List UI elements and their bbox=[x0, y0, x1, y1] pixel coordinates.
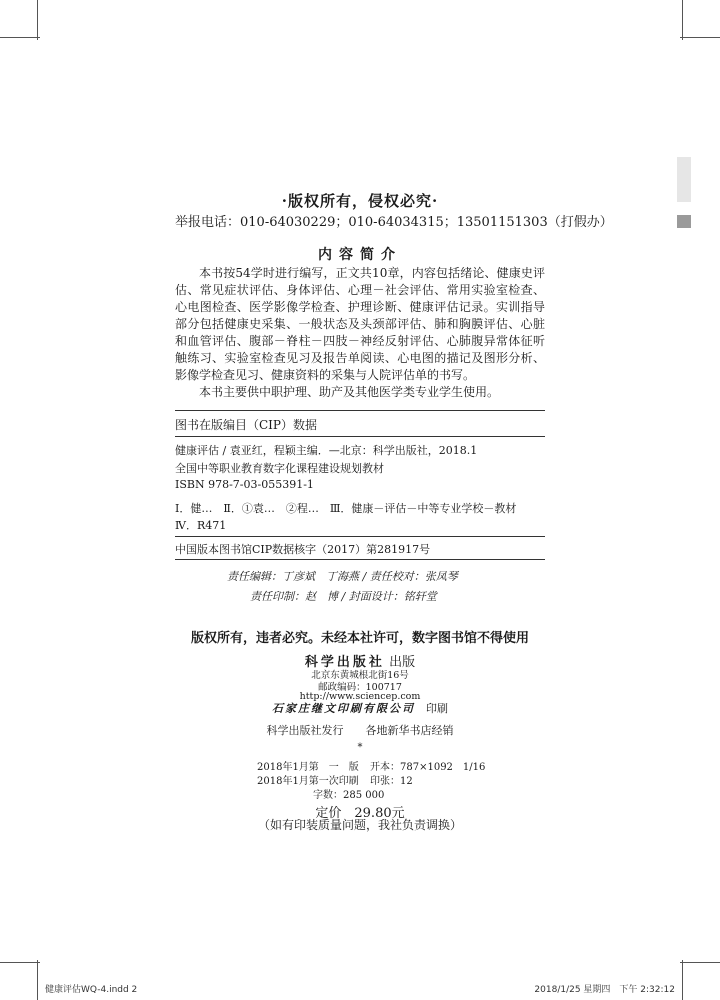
printer-name: 石家庄继文印刷有限公司 bbox=[272, 702, 415, 715]
crop-mark bbox=[37, 0, 38, 40]
publisher-postcode: 邮政编码：100717 bbox=[318, 682, 402, 693]
cip-line: 健康评估 / 袁亚红，程颖主编．—北京：科学出版社，2018.1 bbox=[175, 444, 478, 457]
summary-paragraph: 本书主要供中职护理、助产及其他医学类专业学生使用。 bbox=[199, 385, 500, 399]
responsible-editors: 责任编辑：丁彦斌 丁海燕 / 责任校对：张凤琴 bbox=[227, 570, 458, 583]
crop-mark bbox=[680, 962, 720, 963]
cip-line: ISBN 978-7-03-055391-1 bbox=[175, 478, 314, 491]
crop-mark bbox=[680, 37, 720, 38]
printing-info: 2018年1月第一次印刷 bbox=[257, 776, 359, 787]
divider bbox=[175, 559, 545, 560]
summary-heading: 内容简介 bbox=[318, 247, 402, 263]
summary-paragraph: 本书按54学时进行编写，正文共10章，内容包括绪论、健康史评估、常见症状评估、身体评估、心理－社会评估、常用实验室检查、心电图检查、医学影像学检查、护理诊断、健康评估记录。实训指导部分包括健康史采集、一般状态及头颈部评估、肺和胸膜评估、心脏和血管评估、腹部－脊柱－四肢－神经反射评估、心肺腹异常体征听触练习、实验室检查见习及报告单阅读、心电图的描记及图形分析、影像学检查见习、健康资料的采集与人院评估单的书写。 bbox=[175, 266, 545, 382]
divider bbox=[175, 536, 545, 537]
separator-star: * bbox=[357, 742, 363, 753]
side-tab-marker bbox=[677, 215, 691, 228]
cip-title: 图书在版编目（CIP）数据 bbox=[175, 418, 317, 432]
crop-mark bbox=[682, 0, 683, 40]
copyright-title: ·版权所有，侵权必究· bbox=[281, 192, 439, 210]
publisher-suffix: 出版 bbox=[384, 655, 416, 670]
crop-mark bbox=[0, 37, 40, 38]
divider bbox=[175, 410, 545, 411]
publisher-name: 科学出版社 bbox=[304, 655, 385, 670]
crop-mark bbox=[682, 960, 683, 1000]
printer-line bbox=[0, 700, 720, 716]
publisher-website: http://www.sciencep.com bbox=[299, 691, 421, 702]
sheets-info: 印张：12 bbox=[370, 776, 413, 787]
cip-line: Ⅳ．R471 bbox=[175, 519, 227, 532]
cip-line: 全国中等职业教育数字化课程建设规划教材 bbox=[175, 462, 384, 475]
crop-mark bbox=[0, 962, 40, 963]
divider bbox=[175, 436, 545, 437]
cip-line: 中国版本图书馆CIP数据核字（2017）第281917号 bbox=[175, 543, 431, 556]
format-info: 开本：787×1092 1/16 bbox=[370, 762, 486, 773]
price: 定价 29.80元 bbox=[315, 806, 405, 821]
quality-notice: （如有印装质量问题，我社负责调换） bbox=[257, 818, 462, 832]
publisher-address: 北京东黄城根北街16号 bbox=[311, 670, 409, 681]
summary-body bbox=[175, 265, 545, 401]
wordcount-info: 字数：285 000 bbox=[313, 790, 385, 801]
distributor-line: 科学出版社发行 各地新华书店经销 bbox=[266, 724, 454, 737]
report-phone: 举报电话：010-64030229；010-64034315；13501151303（打假办） bbox=[175, 215, 613, 230]
footer-timestamp: 2018/1/25 星期四 下午 2:32:12 bbox=[534, 985, 675, 995]
edition-info: 2018年1月第 一 版 bbox=[257, 762, 359, 773]
printer-suffix: 印刷 bbox=[415, 702, 448, 715]
footer-filename: 健康评估WQ-4.indd 2 bbox=[45, 985, 138, 995]
crop-mark bbox=[37, 960, 38, 1000]
cip-line: Ⅰ．健… Ⅱ．①袁… ②程… Ⅲ．健康－评估－中等专业学校－教材 bbox=[175, 502, 517, 515]
rights-line: 版权所有，违者必究。未经本社许可，数字图书馆不得使用 bbox=[190, 631, 529, 646]
responsible-printing: 责任印制：赵 博 / 封面设计：铭轩堂 bbox=[250, 590, 437, 603]
